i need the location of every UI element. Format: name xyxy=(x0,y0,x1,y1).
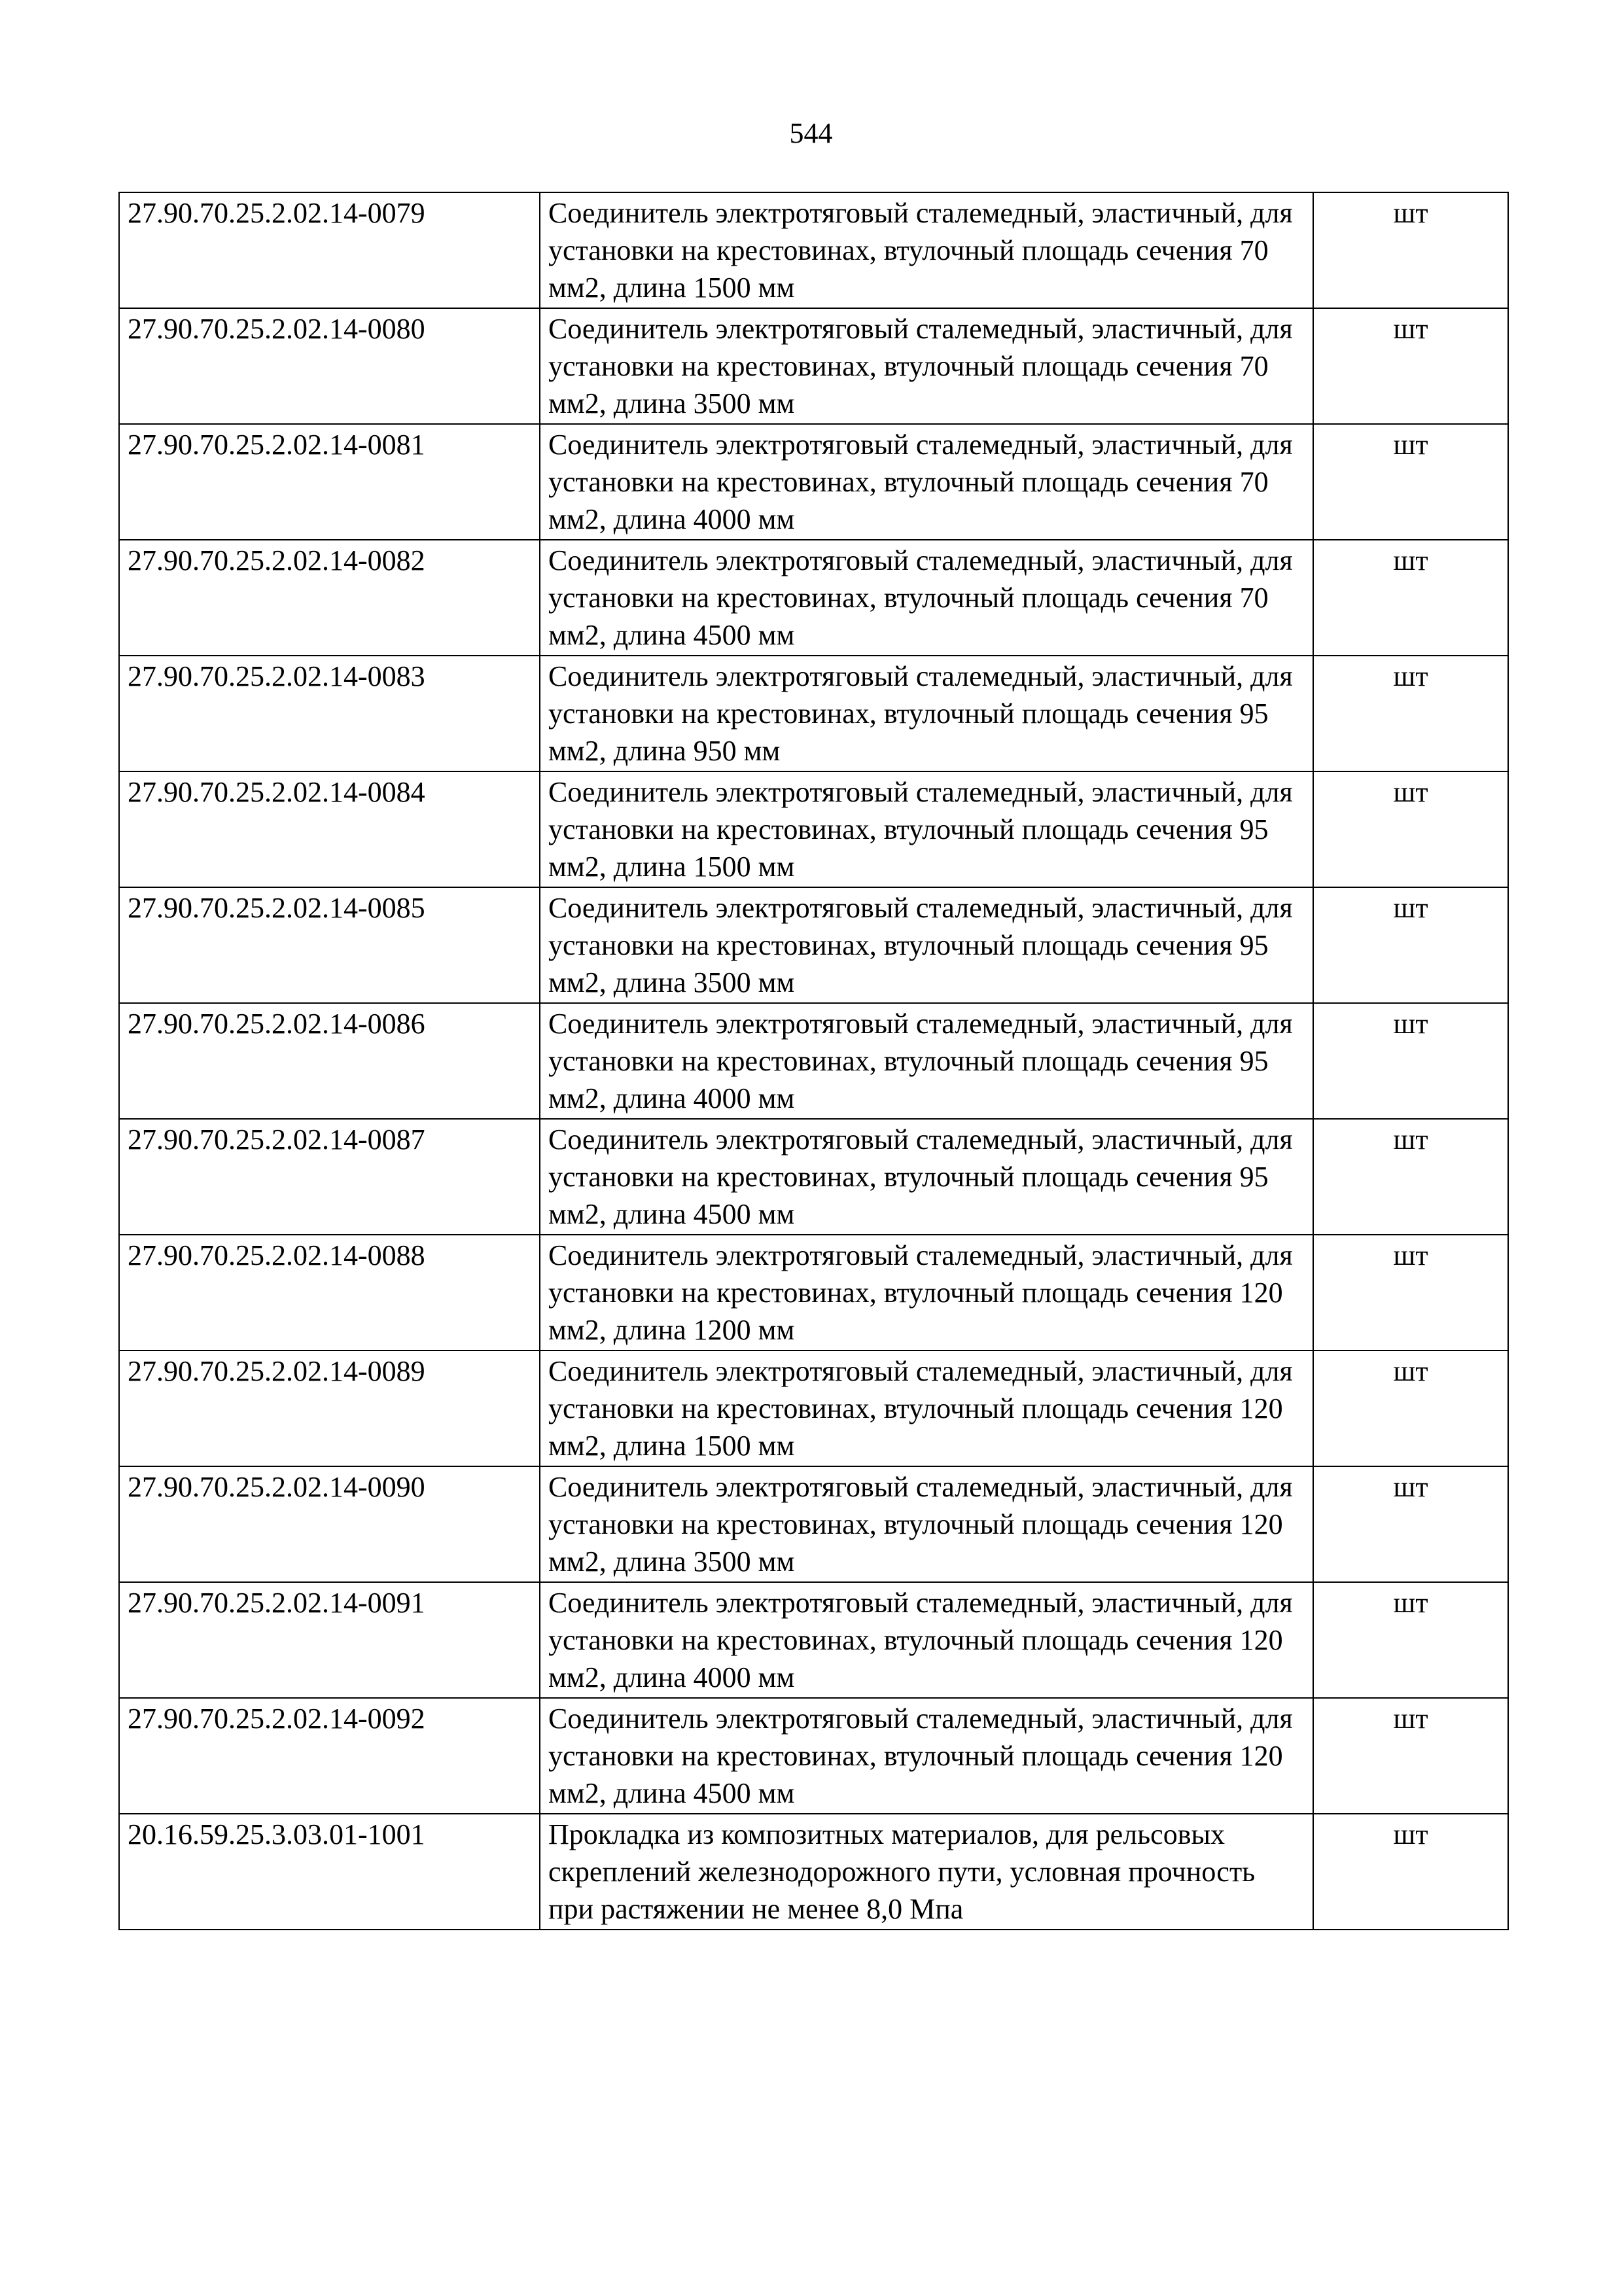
resource-code: 20.16.59.25.3.03.01-1001 xyxy=(119,1814,540,1930)
unit-of-measure: шт xyxy=(1313,1698,1508,1814)
resource-name: Прокладка из композитных материалов, для рельсовых скреплений железнодорожного пути, условная прочность при растяжении не менее 8,0 Мпа xyxy=(540,1814,1313,1930)
unit-of-measure: шт xyxy=(1313,192,1508,308)
table-row xyxy=(119,1466,1508,1582)
unit-of-measure: шт xyxy=(1313,771,1508,887)
resource-code: 27.90.70.25.2.02.14-0090 xyxy=(119,1466,540,1582)
table-row xyxy=(119,1119,1508,1235)
resource-name: Соединитель электротяговый сталемедный, эластичный, для установки на крестовинах, втулочный площадь сечения 120 мм2, длина 1200 мм xyxy=(540,1235,1313,1351)
resource-name: Соединитель электротяговый сталемедный, эластичный, для установки на крестовинах, втулочный площадь сечения 120 мм2, длина 3500 мм xyxy=(540,1466,1313,1582)
resource-code: 27.90.70.25.2.02.14-0081 xyxy=(119,424,540,540)
resource-name: Соединитель электротяговый сталемедный, эластичный, для установки на крестовинах, втулочный площадь сечения 70 мм2, длина 3500 мм xyxy=(540,308,1313,424)
unit-of-measure: шт xyxy=(1313,1582,1508,1698)
resource-name: Соединитель электротяговый сталемедный, эластичный, для установки на крестовинах, втулочный площадь сечения 120 мм2, длина 4500 мм xyxy=(540,1698,1313,1814)
table-row xyxy=(119,540,1508,656)
resource-name: Соединитель электротяговый сталемедный, эластичный, для установки на крестовинах, втулочный площадь сечения 70 мм2, длина 1500 мм xyxy=(540,192,1313,308)
table-row xyxy=(119,1698,1508,1814)
page-number: 544 xyxy=(789,117,833,149)
resource-table-body xyxy=(119,192,1508,1930)
resource-table xyxy=(118,192,1509,1930)
resource-code: 27.90.70.25.2.02.14-0084 xyxy=(119,771,540,887)
resource-name: Соединитель электротяговый сталемедный, эластичный, для установки на крестовинах, втулочный площадь сечения 120 мм2, длина 1500 мм xyxy=(540,1351,1313,1466)
table-row xyxy=(119,192,1508,308)
resource-name: Соединитель электротяговый сталемедный, эластичный, для установки на крестовинах, втулочный площадь сечения 95 мм2, длина 1500 мм xyxy=(540,771,1313,887)
resource-code: 27.90.70.25.2.02.14-0092 xyxy=(119,1698,540,1814)
unit-of-measure: шт xyxy=(1313,1814,1508,1930)
table-row xyxy=(119,771,1508,887)
resource-code: 27.90.70.25.2.02.14-0091 xyxy=(119,1582,540,1698)
unit-of-measure: шт xyxy=(1313,540,1508,656)
table-row xyxy=(119,308,1508,424)
unit-of-measure: шт xyxy=(1313,424,1508,540)
resource-name: Соединитель электротяговый сталемедный, эластичный, для установки на крестовинах, втулочный площадь сечения 120 мм2, длина 4000 мм xyxy=(540,1582,1313,1698)
unit-of-measure: шт xyxy=(1313,887,1508,1003)
unit-of-measure: шт xyxy=(1313,1119,1508,1235)
table-row xyxy=(119,1351,1508,1466)
unit-of-measure: шт xyxy=(1313,656,1508,771)
resource-name: Соединитель электротяговый сталемедный, эластичный, для установки на крестовинах, втулочный площадь сечения 95 мм2, длина 950 мм xyxy=(540,656,1313,771)
resource-name: Соединитель электротяговый сталемедный, эластичный, для установки на крестовинах, втулочный площадь сечения 70 мм2, длина 4500 мм xyxy=(540,540,1313,656)
resource-name: Соединитель электротяговый сталемедный, эластичный, для установки на крестовинах, втулочный площадь сечения 70 мм2, длина 4000 мм xyxy=(540,424,1313,540)
resource-code: 27.90.70.25.2.02.14-0083 xyxy=(119,656,540,771)
resource-code: 27.90.70.25.2.02.14-0085 xyxy=(119,887,540,1003)
resource-code: 27.90.70.25.2.02.14-0082 xyxy=(119,540,540,656)
table-row xyxy=(119,656,1508,771)
resource-code: 27.90.70.25.2.02.14-0080 xyxy=(119,308,540,424)
table-row xyxy=(119,887,1508,1003)
unit-of-measure: шт xyxy=(1313,1235,1508,1351)
unit-of-measure: шт xyxy=(1313,1003,1508,1119)
table-row xyxy=(119,1003,1508,1119)
table-row xyxy=(119,1235,1508,1351)
resource-code: 27.90.70.25.2.02.14-0088 xyxy=(119,1235,540,1351)
unit-of-measure: шт xyxy=(1313,308,1508,424)
resource-code: 27.90.70.25.2.02.14-0087 xyxy=(119,1119,540,1235)
resource-code: 27.90.70.25.2.02.14-0089 xyxy=(119,1351,540,1466)
table-row xyxy=(119,1582,1508,1698)
unit-of-measure: шт xyxy=(1313,1351,1508,1466)
resource-name: Соединитель электротяговый сталемедный, эластичный, для установки на крестовинах, втулочный площадь сечения 95 мм2, длина 4500 мм xyxy=(540,1119,1313,1235)
resource-name: Соединитель электротяговый сталемедный, эластичный, для установки на крестовинах, втулочный площадь сечения 95 мм2, длина 3500 мм xyxy=(540,887,1313,1003)
table-row xyxy=(119,1814,1508,1930)
table-row xyxy=(119,424,1508,540)
resource-code: 27.90.70.25.2.02.14-0086 xyxy=(119,1003,540,1119)
unit-of-measure: шт xyxy=(1313,1466,1508,1582)
resource-name: Соединитель электротяговый сталемедный, эластичный, для установки на крестовинах, втулочный площадь сечения 95 мм2, длина 4000 мм xyxy=(540,1003,1313,1119)
resource-code: 27.90.70.25.2.02.14-0079 xyxy=(119,192,540,308)
